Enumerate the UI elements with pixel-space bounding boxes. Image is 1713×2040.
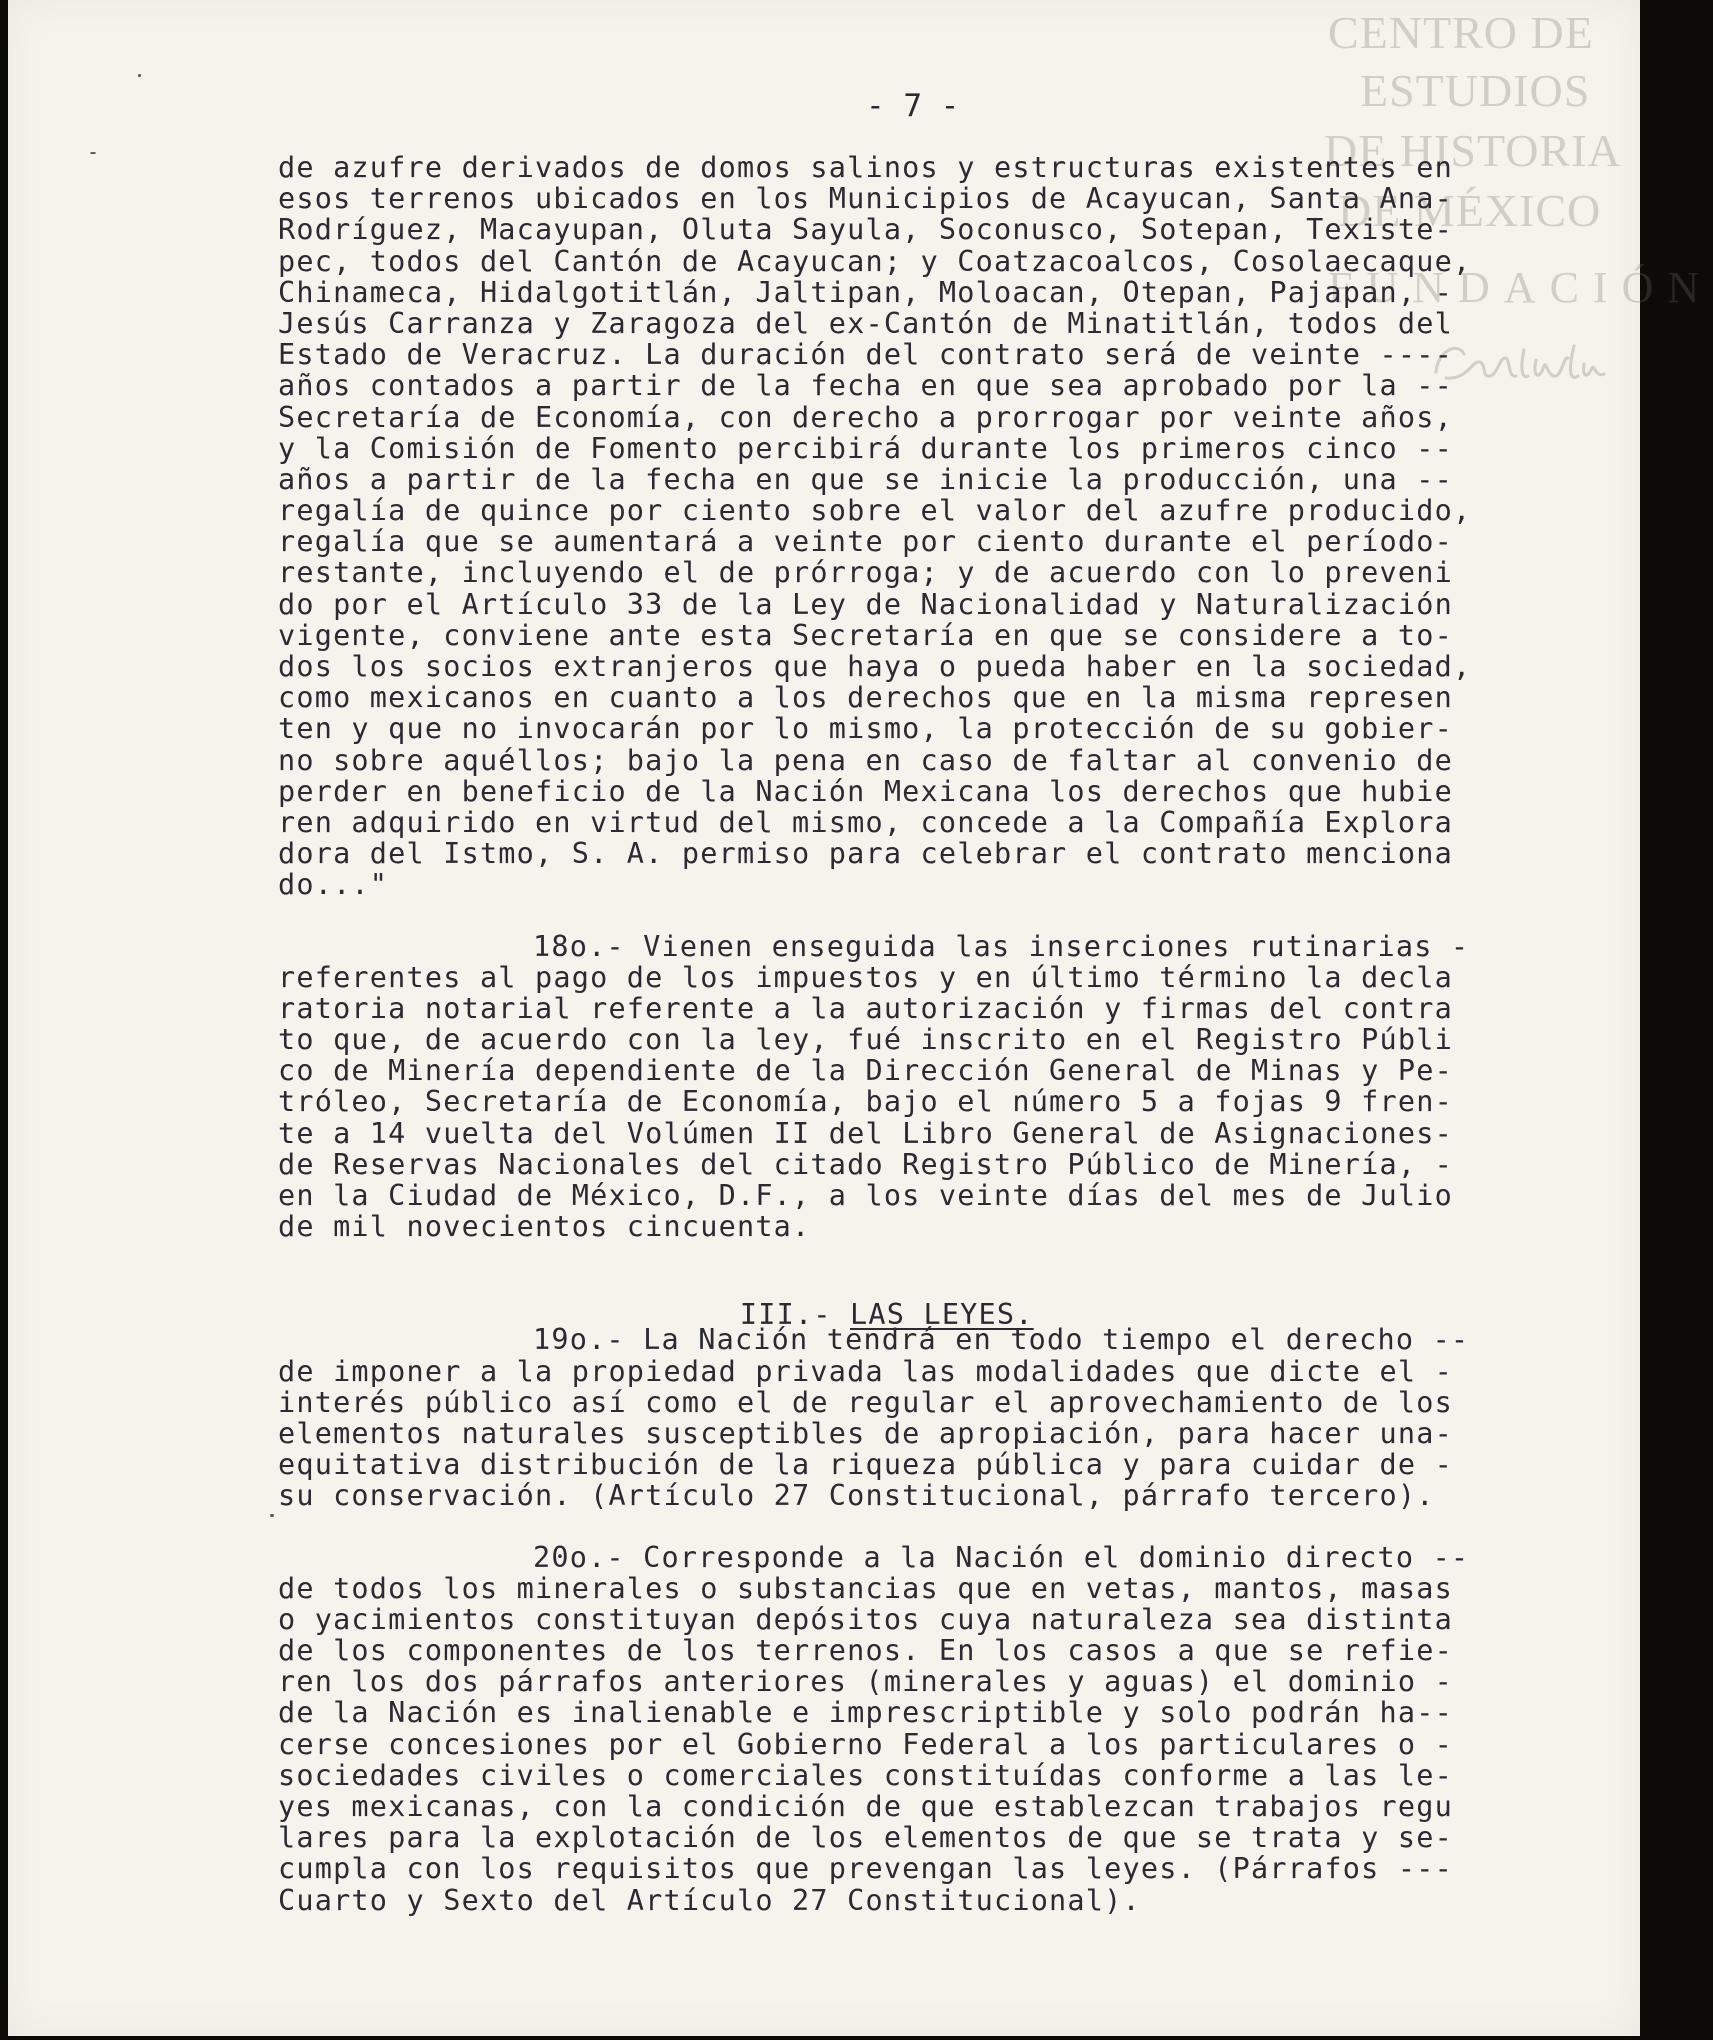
text-line: te a 14 vuelta del Volúmen II del Libro General de Asignaciones- [278, 1116, 1453, 1150]
text-line: sociedades civiles o comerciales constituídas conforme a las le- [278, 1758, 1453, 1792]
text-line: como mexicanos en cuanto a los derechos que en la misma represen [278, 681, 1453, 715]
paragraph-19 [278, 1324, 1578, 1511]
paper-sheet [8, 0, 1713, 2036]
paragraph-18 [278, 931, 1578, 1243]
text-line: de la Nación es inalienable e imprescriptible y solo podrán ha-- [278, 1696, 1453, 1730]
text-line: pec, todos del Cantón de Acayucan; y Coatzacoalcos, Cosolaecaque, [278, 244, 1472, 278]
text-line: perder en beneficio de la Nación Mexicana los derechos que hubie [278, 774, 1453, 808]
text-line: dora del Istmo, S. A. permiso para celebrar el contrato menciona [278, 837, 1453, 871]
section-heading [278, 1264, 1578, 1332]
text-line: de Reservas Nacionales del citado Registro Público de Minería, - [278, 1147, 1453, 1181]
text-line: restante, incluyendo el de prórroga; y de acuerdo con lo preveni [278, 556, 1453, 590]
text-line: do por el Artículo 33 de la Ley de Nacionalidad y Naturalización [278, 587, 1453, 621]
page-number: - 7 - [866, 88, 960, 124]
text-line: de mil novecientos cincuenta. [278, 1210, 811, 1244]
watermark-line: DE HISTORIA [1324, 125, 1622, 176]
section-heading-number: III.- [739, 1298, 851, 1332]
text-line [278, 1324, 1578, 1355]
text-line: cerse concesiones por el Gobierno Federal a los particulares o - [278, 1727, 1453, 1761]
text-line: Jesús Carranza y Zaragoza del ex-Cantón de Minatitlán, todos del [278, 306, 1453, 340]
text-line: interés público así como el de regular el aprovechamiento de los [278, 1385, 1453, 1419]
paragraph-continuation [278, 152, 1578, 901]
watermark-line: FUNDACIÓN [1328, 263, 1713, 312]
text-line: Estado de Veracruz. La duración del contrato será de veinte ---- [278, 338, 1453, 372]
watermark-line: CENTRO DE [1328, 7, 1594, 58]
paper-speck [90, 152, 96, 154]
text-line [278, 931, 1578, 962]
text-line: cumpla con los requisitos que prevengan las leyes. (Párrafos --- [278, 1852, 1453, 1886]
text-line: Secretaría de Economía, con derecho a prorrogar por veinte años, [278, 400, 1453, 434]
paragraph-gap [278, 1512, 1578, 1542]
text-line: Chinameca, Hidalgotitlán, Jaltipan, Moloacan, Otepan, Pajapan, - [278, 275, 1453, 309]
text-line: de azufre derivados de domos salinos y estructuras existentes en [278, 151, 1453, 184]
text-line: lares para la explotación de los elementos de que se trata y se- [278, 1821, 1453, 1855]
text-line: esos terrenos ubicados en los Municipios de Acayucan, Santa Ana- [278, 182, 1453, 216]
text-line: vigente, conviene ante esta Secretaría en que se considere a to- [278, 618, 1453, 652]
text-line: regalía que se aumentará a veinte por ciento durante el período- [278, 525, 1453, 559]
text-line: to que, de acuerdo con la ley, fué inscrito en el Registro Públi [278, 1023, 1453, 1057]
text-line: Cuarto y Sexto del Artículo 27 Constitucional). [278, 1883, 1141, 1917]
text-line: y la Comisión de Fomento percibirá durante los primeros cinco -- [278, 431, 1453, 465]
text-line: elementos naturales susceptibles de apropiación, para hacer una- [278, 1416, 1453, 1450]
text-line [278, 1542, 1578, 1573]
text-line: ren los dos párrafos anteriores (minerales y aguas) el dominio - [278, 1665, 1453, 1699]
text-line: de imponer a la propiedad privada las modalidades que dicte el - [278, 1354, 1453, 1388]
paragraph-gap [278, 1242, 1578, 1264]
text-line: su conservación. (Artículo 27 Constitucional, párrafo tercero). [278, 1479, 1435, 1513]
paper-speck [270, 1514, 274, 1517]
text-line: dos los socios extranjeros que haya o pueda haber en la sociedad, [278, 650, 1472, 683]
text-line: de los componentes de los terrenos. En los casos a que se refie- [278, 1634, 1453, 1668]
text-line: ren adquirido en virtud del mismo, concede a la Compañía Explora [278, 805, 1453, 839]
text-line: no sobre aquéllos; bajo la pena en caso de faltar al convenio de [278, 743, 1453, 777]
paragraph-20 [278, 1542, 1578, 1916]
paper-speck [138, 74, 141, 77]
text-line: yes mexicanas, con la condición de que establezcan trabajos regu [278, 1790, 1453, 1823]
text-line: años contados a partir de la fecha en que sea aprobado por la -- [278, 369, 1453, 403]
paragraph-opening: 20o.- Corresponde a la Nación el dominio directo -- [533, 1540, 1470, 1574]
paragraph-opening: 18o.- Vienen enseguida las inserciones rutinarias - [533, 929, 1470, 963]
text-line: años a partir de la fecha en que se inicie la producción, una -- [278, 462, 1453, 496]
text-line: co de Minería dependiente de la Dirección General de Minas y Pe- [278, 1054, 1453, 1088]
text-line: Rodríguez, Macayupan, Oluta Sayula, Soconusco, Sotepan, Texiste- [278, 213, 1453, 247]
text-line: tróleo, Secretaría de Economía, bajo el número 5 a fojas 9 fren- [278, 1085, 1453, 1119]
text-line: ratoria notarial referente a la autorización y firmas del contra [278, 991, 1453, 1025]
text-line: do..." [278, 868, 389, 902]
watermark-line: ESTUDIOS [1360, 65, 1591, 116]
text-line: ten y que no invocarán por lo mismo, la protección de su gobier- [278, 712, 1453, 746]
text-line: o yacimientos constituyan depósitos cuya naturaleza sea distinta [278, 1602, 1453, 1636]
paragraph-gap [278, 901, 1578, 931]
document-body [278, 152, 1578, 1916]
text-line: en la Ciudad de México, D.F., a los veinte días del mes de Julio [278, 1179, 1453, 1212]
text-line: regalía de quince por ciento sobre el valor del azufre producido, [278, 494, 1472, 528]
paragraph-opening: 19o.- La Nación tendrá en todo tiempo el derecho -- [533, 1323, 1470, 1357]
text-line: equitativa distribución de la riqueza pública y para cuidar de - [278, 1448, 1453, 1482]
watermark-line: DE MÉXICO [1338, 185, 1602, 236]
text-line: de todos los minerales o substancias que en vetas, mantos, masas [278, 1571, 1453, 1605]
section-heading-title: LAS LEYES. [850, 1298, 1034, 1332]
text-line: referentes al pago de los impuestos y en último término la decla [278, 960, 1453, 994]
